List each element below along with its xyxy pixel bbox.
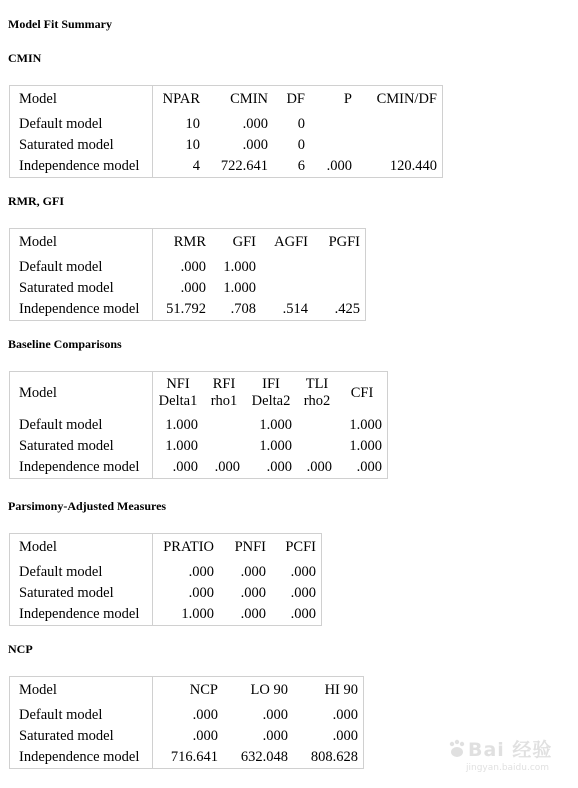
table-cell bbox=[310, 135, 357, 156]
row-label: Default model bbox=[10, 256, 153, 278]
table-cell: 1.000 bbox=[349, 438, 382, 454]
column-header-sub: rho1 bbox=[210, 393, 238, 409]
table-cell: .000 bbox=[188, 585, 214, 601]
table-cell: 0 bbox=[297, 137, 305, 153]
table-cell bbox=[357, 113, 443, 135]
column-header: CFI bbox=[350, 384, 374, 401]
table-row bbox=[10, 278, 366, 299]
table-cell: .000 bbox=[266, 459, 292, 475]
table-row bbox=[10, 704, 364, 726]
table-cell: .000 bbox=[240, 585, 266, 601]
column-header bbox=[203, 372, 245, 415]
table-cell: 6 bbox=[297, 158, 305, 174]
table-cell: .000 bbox=[290, 606, 316, 622]
table-cell: .000 bbox=[188, 564, 214, 580]
table-cell: .514 bbox=[282, 301, 308, 317]
row-label: Saturated model bbox=[10, 135, 153, 156]
column-header bbox=[245, 372, 297, 415]
table-cell: .000 bbox=[262, 707, 288, 723]
table-ncp bbox=[9, 676, 364, 769]
column-header: NCP bbox=[189, 682, 218, 698]
column-header: CMIN/DF bbox=[376, 91, 437, 107]
column-header: PRATIO bbox=[163, 539, 214, 555]
column-header: P bbox=[343, 91, 352, 107]
table-rmr-gfi bbox=[9, 228, 366, 321]
table-row bbox=[10, 583, 322, 604]
table-cell bbox=[261, 278, 313, 299]
column-header: Model bbox=[10, 677, 153, 705]
row-label: Independence model bbox=[10, 604, 153, 626]
table-cell: 1.000 bbox=[165, 438, 198, 454]
column-header-main: IFI bbox=[262, 376, 280, 392]
table-cell: 1.000 bbox=[349, 417, 382, 433]
row-label: Saturated model bbox=[10, 278, 153, 299]
column-header-main: NFI bbox=[166, 376, 190, 392]
column-header: PNFI bbox=[234, 539, 266, 555]
table-cell: .000 bbox=[326, 158, 352, 174]
table-row bbox=[10, 436, 388, 457]
table-cell: .000 bbox=[172, 459, 198, 475]
row-label: Default model bbox=[10, 414, 153, 436]
column-header: GFI bbox=[232, 234, 256, 250]
table-cell: 1.000 bbox=[181, 606, 214, 622]
table-row bbox=[10, 747, 364, 769]
table-cell: 120.440 bbox=[389, 158, 437, 174]
column-header: PGFI bbox=[328, 234, 360, 250]
table-cell: .000 bbox=[192, 707, 218, 723]
table-parsimony bbox=[9, 533, 322, 626]
table-cell: .000 bbox=[332, 707, 358, 723]
table-cell bbox=[297, 414, 337, 436]
table-cell: .000 bbox=[214, 459, 240, 475]
table-row bbox=[10, 156, 443, 178]
table-row bbox=[10, 604, 322, 626]
table-baseline-comparisons bbox=[9, 371, 388, 479]
column-header bbox=[153, 372, 204, 415]
row-label: Default model bbox=[10, 113, 153, 135]
section-heading-cmin: CMIN bbox=[8, 51, 42, 65]
table-header-row bbox=[10, 677, 364, 705]
table-cell: 716.641 bbox=[170, 749, 218, 765]
table-header-row bbox=[10, 229, 366, 257]
table-cell: .000 bbox=[240, 564, 266, 580]
column-header: Model bbox=[10, 372, 153, 415]
table-cell bbox=[261, 256, 313, 278]
table-cell: 4 bbox=[192, 158, 200, 174]
table-cell: 722.641 bbox=[220, 158, 268, 174]
column-header-sub: Delta2 bbox=[251, 393, 291, 409]
table-cell bbox=[357, 135, 443, 156]
table-cell bbox=[313, 256, 366, 278]
table-cell: 10 bbox=[185, 137, 200, 153]
table-cell bbox=[297, 436, 337, 457]
row-label: Independence model bbox=[10, 747, 153, 769]
baidu-paw-icon bbox=[448, 739, 466, 761]
row-label: Independence model bbox=[10, 457, 153, 479]
table-cell: 1.000 bbox=[165, 417, 198, 433]
column-header: NPAR bbox=[162, 91, 200, 107]
column-header bbox=[297, 372, 337, 415]
column-header-sub: rho2 bbox=[303, 393, 331, 409]
row-label: Saturated model bbox=[10, 583, 153, 604]
table-cell bbox=[313, 278, 366, 299]
column-header: HI 90 bbox=[324, 682, 358, 698]
table-cell: .000 bbox=[290, 585, 316, 601]
table-cell bbox=[203, 436, 245, 457]
row-label: Independence model bbox=[10, 156, 153, 178]
table-row bbox=[10, 457, 388, 479]
row-label: Default model bbox=[10, 561, 153, 583]
section-heading-rmr-gfi: RMR, GFI bbox=[8, 194, 64, 208]
table-cell: .000 bbox=[332, 728, 358, 744]
column-header: Model bbox=[10, 534, 153, 562]
row-label: Saturated model bbox=[10, 726, 153, 747]
table-row bbox=[10, 256, 366, 278]
table-cell: .000 bbox=[242, 137, 268, 153]
table-cell bbox=[310, 113, 357, 135]
watermark-brand: Bai 经验 bbox=[468, 739, 553, 761]
table-cell: 1.000 bbox=[223, 259, 256, 275]
table-cell: 1.000 bbox=[259, 417, 292, 433]
table-header-row bbox=[10, 372, 388, 415]
section-heading-ncp: NCP bbox=[8, 642, 33, 656]
table-header-row bbox=[10, 86, 443, 114]
table-row bbox=[10, 135, 443, 156]
table-cmin bbox=[9, 85, 443, 178]
column-header: Model bbox=[10, 86, 153, 114]
row-label: Saturated model bbox=[10, 436, 153, 457]
column-header: PCFI bbox=[285, 539, 316, 555]
column-header-main: TLI bbox=[305, 376, 329, 392]
table-cell: .000 bbox=[356, 459, 382, 475]
table-cell: .000 bbox=[180, 259, 206, 275]
row-label: Independence model bbox=[10, 299, 153, 321]
column-header: AGFI bbox=[274, 234, 308, 250]
table-row bbox=[10, 561, 322, 583]
table-cell: .000 bbox=[240, 606, 266, 622]
table-cell: .000 bbox=[290, 564, 316, 580]
column-header: RMR bbox=[173, 234, 206, 250]
watermark bbox=[446, 733, 570, 781]
table-cell: 1.000 bbox=[259, 438, 292, 454]
column-header: CMIN bbox=[230, 91, 268, 107]
column-header-sub: Delta1 bbox=[158, 393, 198, 409]
table-cell: 51.792 bbox=[166, 301, 206, 317]
table-cell: .000 bbox=[262, 728, 288, 744]
table-cell: .000 bbox=[180, 280, 206, 296]
column-header-main: RFI bbox=[212, 376, 236, 392]
row-label: Default model bbox=[10, 704, 153, 726]
column-header: DF bbox=[286, 91, 305, 107]
section-heading-parsimony: Parsimony-Adjusted Measures bbox=[8, 499, 167, 513]
table-cell: .425 bbox=[334, 301, 360, 317]
table-cell bbox=[203, 414, 245, 436]
table-cell: .708 bbox=[230, 301, 256, 317]
table-cell: 1.000 bbox=[223, 280, 256, 296]
table-cell: .000 bbox=[306, 459, 332, 475]
table-row bbox=[10, 414, 388, 436]
watermark-url: jingyan.baidu.com bbox=[466, 763, 550, 773]
column-header: Model bbox=[10, 229, 153, 257]
section-heading-baseline-comparisons: Baseline Comparisons bbox=[8, 337, 122, 351]
table-cell: 10 bbox=[185, 116, 200, 132]
table-cell: .000 bbox=[192, 728, 218, 744]
table-cell: 0 bbox=[297, 116, 305, 132]
table-row bbox=[10, 299, 366, 321]
page-title: Model Fit Summary bbox=[8, 17, 112, 31]
table-row bbox=[10, 113, 443, 135]
column-header: LO 90 bbox=[250, 682, 288, 698]
table-row bbox=[10, 726, 364, 747]
table-cell: 808.628 bbox=[310, 749, 358, 765]
table-header-row bbox=[10, 534, 322, 562]
table-cell: .000 bbox=[242, 116, 268, 132]
table-cell: 632.048 bbox=[240, 749, 288, 765]
